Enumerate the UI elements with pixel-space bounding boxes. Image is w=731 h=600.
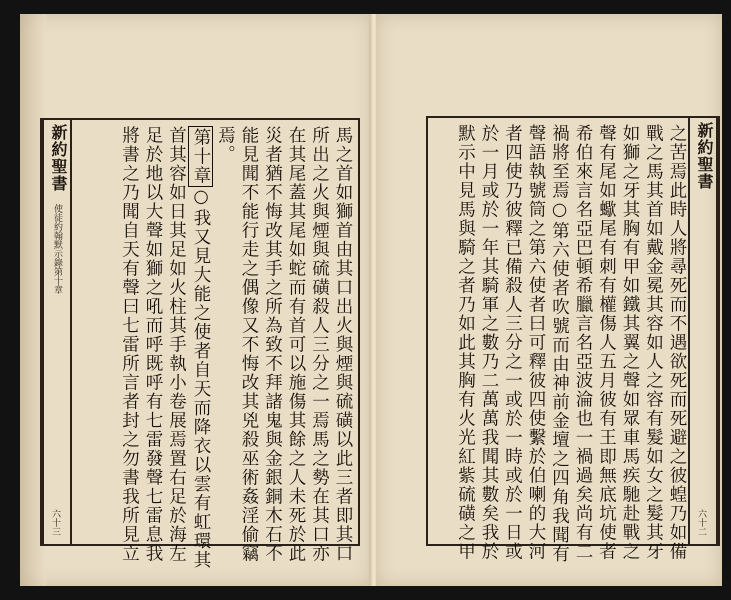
text-column: 焉。 (215, 126, 236, 164)
text-column: 如獅之牙其胸有甲如鐵其翼之聲如眾車馬疾馳赴戰之 (620, 124, 640, 561)
text-column: 首其容如日其足如火柱其手執小卷展焉置右足於海左 (166, 126, 187, 563)
left-page-number: 六十三 (50, 509, 60, 536)
text-column: 災者猶不悔改其手之所為致不拜諸鬼與金銀銅木石不 (262, 126, 283, 563)
text-column: 聲語執號筒之第六使者曰可釋彼四使繫於伯喇的大河 (526, 124, 546, 561)
left-text-frame (40, 118, 360, 570)
chapter-opening-text: ○我又見大能之使者自天而降衣以雲有虹環其 (191, 187, 211, 570)
right-text-frame (426, 116, 720, 564)
text-column: 馬之首如獅首由其口出火與煙與硫磺以此三者即其口 (333, 126, 353, 563)
text-column: 戰之馬其首如戴金冕其容如人之容有髮如女之髮其牙 (643, 124, 664, 561)
text-column: 在其尾蓋其尾如蛇而有首可以施傷其餘之人未死於此 (286, 126, 306, 563)
text-column: 足於地以大聲如獅之吼而呼既呼有七雷發聲七雷息我 (143, 126, 163, 563)
left-page (20, 14, 372, 586)
left-text-block (72, 126, 354, 570)
chapter-heading-column (188, 126, 214, 570)
text-column: 默示中見馬與騎之者乃如此其胸有火光紅紫硫磺之甲 (455, 124, 476, 561)
text-column: 於一月或於一年其騎軍之數乃二萬萬我聞其數矣我於 (479, 124, 499, 561)
left-banner-subtitle: 使徒約翰默示錄第十章 (52, 204, 62, 294)
right-text-block (432, 124, 688, 564)
right-margin-banner (688, 118, 718, 544)
open-book (20, 14, 720, 590)
text-column: 希伯來言名亞巴頓希臘言名亞波淪也一禍過矣尚有二 (573, 124, 593, 561)
text-column: 之苦焉此時人將尋死而不遇欲死而死避之彼蝗乃如備 (667, 124, 687, 561)
right-page (376, 14, 722, 586)
right-banner-title: 新約聖書 (695, 122, 714, 190)
text-column: 將書之乃聞自天有聲曰七雷所言者封之勿書我所見立 (119, 126, 140, 563)
text-column: 禍將至焉○第六使者吹號而由神前金壇之四角我聞有 (549, 124, 570, 564)
text-column: 能見聞不能行走之偶像又不悔改其兇殺巫術姦淫偷竊 (239, 126, 259, 563)
left-margin-banner (42, 120, 72, 544)
chapter-heading: 第十章 (188, 126, 214, 187)
text-column: 者四使乃彼釋已備殺人三分之一或於一時或於一日或 (502, 124, 523, 561)
text-column: 聲有尾如蠍尾有刺有權傷人五月彼有王即無底坑使者 (596, 124, 617, 561)
left-banner-title: 新約聖書 (49, 124, 68, 192)
right-page-number: 六十二 (696, 509, 706, 536)
text-column: 所出之火與煙與硫磺殺人三分之一焉馬之勢在其口亦 (309, 126, 330, 563)
